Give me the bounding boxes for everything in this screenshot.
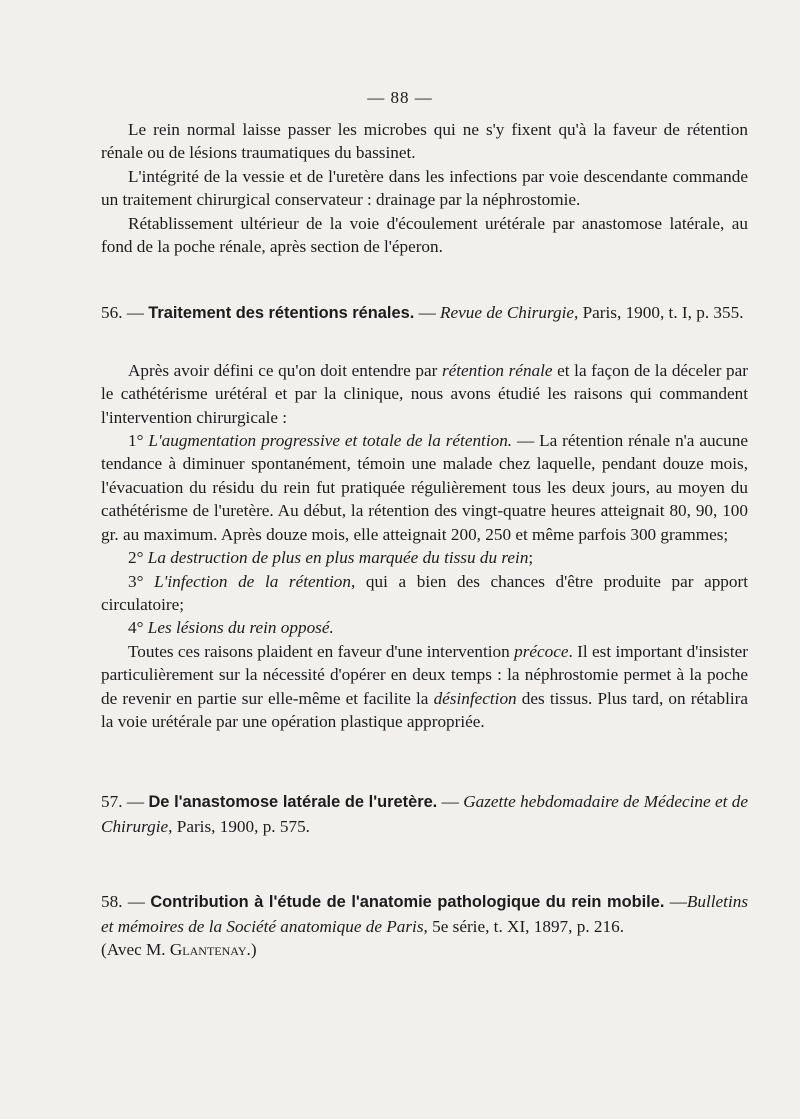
entry-number: 56. bbox=[101, 303, 123, 323]
page-body bbox=[101, 118, 748, 961]
citation-details: , 5e série, t. XI, 1897, p. 216. bbox=[423, 916, 625, 936]
coauthor-line: (Avec M. Glantenay.) bbox=[101, 939, 257, 959]
paragraph: Le rein normal laisse passer les microbes qui ne s'y fixent qu'à la faveur de rétention rénale ou de lésions traumatiques du bassinet. bbox=[101, 120, 748, 163]
paragraph: Rétablissement ultérieur de la voie d'écoulement urétérale par anastomose latérale, au fond de la poche rénale, après section de l'éperon. bbox=[101, 213, 748, 257]
journal-name: Revue de Chirurgie bbox=[440, 303, 575, 323]
abstract-intro: Après avoir défini ce qu'on doit entendre par rétention rénale et la façon de la déceler par le cathétérisme urétéral et par la clinique, nous avons étudié les raisons qui commandent l'intervention chirurgicale : bbox=[101, 360, 748, 427]
entry-title: De l'anastomose latérale de l'uretère. bbox=[148, 793, 438, 812]
paragraph: L'intégrité de la vessie et de l'uretère dans les infections par voie descendante commande un traitement chirurgical conservateur : drainage par la néphrostomie. bbox=[101, 166, 748, 210]
list-item: 3° L'infection de la rétention, qui a bien des chances d'être produite par apport circulatoire; bbox=[101, 571, 748, 614]
journal-name: Gazette hebdomadaire de Médecine et de Chirurgie bbox=[101, 792, 749, 836]
bibliography-entry-58: 58. — Contribution à l'étude de l'anatomie pathologique du rein mobile. —Bulletins et mémoires de la Société anatomique de Paris, 5e série, t. XI, 1897, p. 216. bbox=[101, 892, 749, 936]
entry-number: 58. bbox=[101, 892, 123, 912]
entry-number: 57. bbox=[101, 792, 123, 812]
abstract-conclusion: Toutes ces raisons plaident en faveur d'une intervention précoce. Il est important d'insister particulièrement sur la nécessité d'opérer en deux temps : la néphrostomie permet à la poche de revenir en partie sur elle-même et facilite la désinfection des tissus. Plus tard, on rétablira la voie urétérale par une opération plastique appropriée. bbox=[101, 641, 748, 731]
entry-title: Contribution à l'étude de l'anatomie pathologique du rein mobile. bbox=[150, 893, 665, 912]
list-item: 4° Les lésions du rein opposé. bbox=[128, 618, 334, 638]
coauthor-name: Glantenay bbox=[169, 939, 247, 959]
citation-details: , Paris, 1900, t. I, p. 355. bbox=[574, 303, 744, 323]
citation-details: , Paris, 1900, p. 575. bbox=[168, 816, 310, 836]
page-number: — 88 — bbox=[367, 88, 433, 107]
entry-title: Traitement des rétentions rénales. bbox=[148, 304, 415, 323]
list-item: 1° L'augmentation progressive et totale de la rétention. — La rétention rénale n'a aucune tendance à diminuer spontanément, témoin une malade chez laquelle, pendant douze mois, l'évacuation du résidu du rein fut pratiquée régulièrement tous les deux jours, au moyen du cathétérisme de l'uretère. Au début, la rétention des vingt-quatre heures atteignait 80, 90, 100 gr. au maximum. Après douze mois, elle atteignait 200, 250 et même parfois 300 grammes; bbox=[101, 431, 748, 544]
journal-name: Bulletins et mémoires de la Société anatomique de Paris bbox=[101, 892, 749, 936]
bibliography-entry-56: 56. — Traitement des rétentions rénales. — Revue de Chirurgie, Paris, 1900, t. I, p. 355. bbox=[101, 303, 744, 323]
bibliography-entry-57: 57. — De l'anastomose latérale de l'uretère. — Gazette hebdomadaire de Médecine et de Chirurgie, Paris, 1900, p. 575. bbox=[101, 792, 749, 836]
list-item: 2° La destruction de plus en plus marquée du tissu du rein; bbox=[128, 548, 534, 568]
